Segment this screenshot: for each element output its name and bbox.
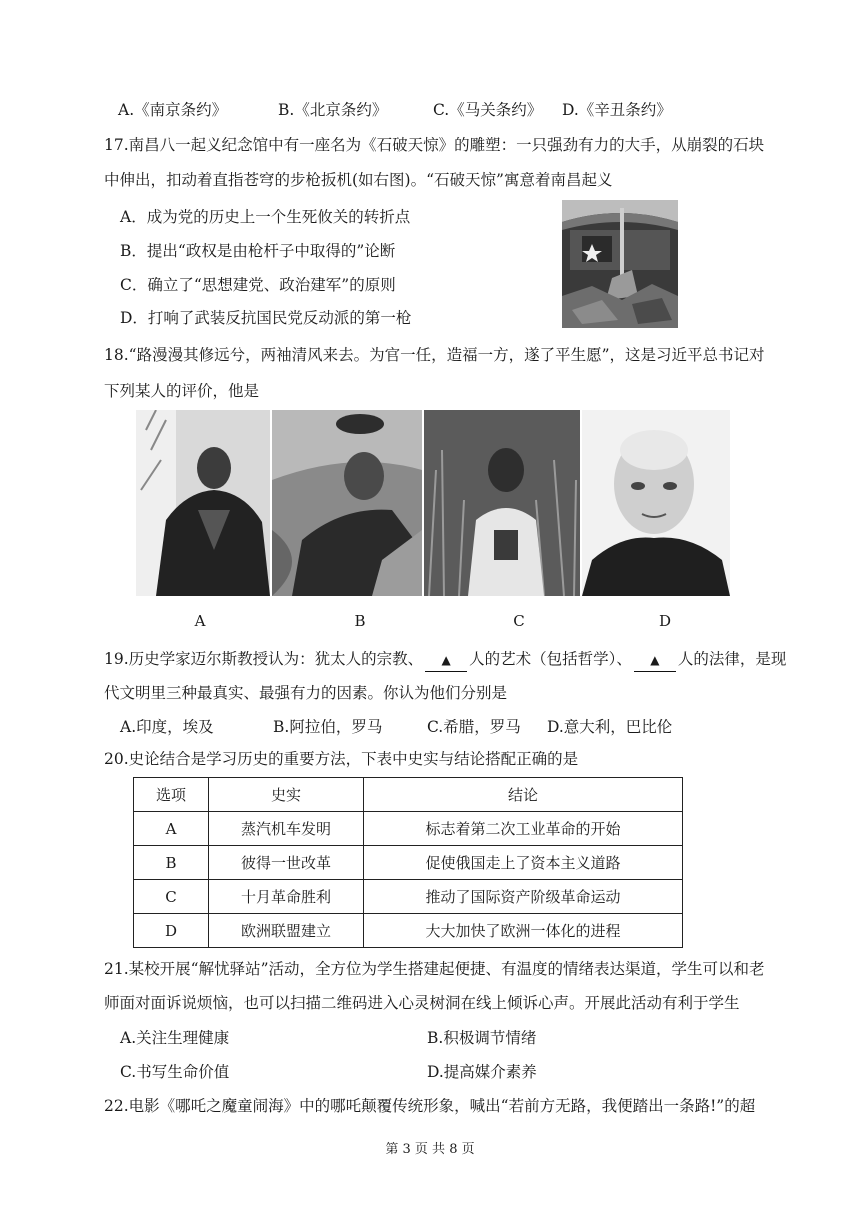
q19-text-part3: 人的法律，是现 xyxy=(677,650,787,668)
q19-option-c: C.希腊，罗马 xyxy=(427,718,521,736)
q16-option-c: C.《马关条约》 xyxy=(433,101,543,119)
table-cell: 欧洲联盟建立 xyxy=(209,914,364,948)
table-row xyxy=(134,846,683,880)
table-cell: 蒸汽机车发明 xyxy=(209,812,364,846)
history-table xyxy=(133,777,683,948)
table-header-row xyxy=(134,778,683,812)
triangle-icon: ▲ xyxy=(650,653,660,667)
q16-option-b: B.《北京条约》 xyxy=(278,101,388,119)
table-cell: 促使俄国走上了资本主义道路 xyxy=(364,846,683,880)
q17-option-c: C．确立了“思想建党、政治建军”的原则 xyxy=(120,276,396,294)
caption-c: C xyxy=(513,612,525,630)
caption-a: A xyxy=(194,612,206,630)
blank-2 xyxy=(634,648,676,672)
table-cell: 标志着第二次工业革命的开始 xyxy=(364,812,683,846)
table-row xyxy=(134,914,683,948)
q19-option-d: D.意大利，巴比伦 xyxy=(547,718,673,736)
q17-option-a: A．成为党的历史上一个生死攸关的转折点 xyxy=(120,208,411,226)
q19-option-b: B.阿拉伯，罗马 xyxy=(273,718,383,736)
table-cell: 十月革命胜利 xyxy=(209,880,364,914)
q21-stem-line2: 师面对面诉说烦恼，也可以扫描二维码进入心灵树洞在线上倾诉心声。开展此活动有利于学生 xyxy=(104,994,740,1012)
table-cell: B xyxy=(134,846,209,880)
q17-stem-line2: 中伸出，扣动着直指苍穹的步枪扳机(如右图)。“石破天惊”寓意着南昌起义 xyxy=(104,171,613,189)
table-cell: C xyxy=(134,880,209,914)
q21-option-c: C.书写生命价值 xyxy=(120,1063,230,1081)
portrait-photo-a xyxy=(136,410,270,596)
sculpture-photo xyxy=(562,200,678,328)
table-cell: 彼得一世改革 xyxy=(209,846,364,880)
q16-option-d: D.《辛丑条约》 xyxy=(562,101,672,119)
table-header: 结论 xyxy=(364,778,683,812)
table-cell: D xyxy=(134,914,209,948)
q22-stem-line1: 22.电影《哪吒之魔童闹海》中的哪吒颠覆传统形象，喊出“若前方无路，我便踏出一条路!”的超 xyxy=(104,1097,756,1115)
portrait-photo-d xyxy=(582,410,730,596)
portrait-photo-b xyxy=(272,410,422,596)
caption-b: B xyxy=(354,612,366,630)
q21-stem-line1: 21.某校开展“解忧驿站”活动，全方位为学生搭建起便捷、有温度的情绪表达渠道，学生可以和老 xyxy=(104,960,765,978)
q19-text-part1: 19.历史学家迈尔斯教授认为：犹太人的宗教、 xyxy=(104,650,424,668)
q19-text-part2: 人的艺术（包括哲学）、 xyxy=(469,650,632,668)
q18-stem-line1: 18.“路漫漫其修远兮，两袖清风来去。为官一任，造福一方，遂了平生愿”，这是习近平总书记对 xyxy=(104,346,765,364)
q21-option-b: B.积极调节情绪 xyxy=(427,1029,537,1047)
table-row xyxy=(134,880,683,914)
table-header: 史实 xyxy=(209,778,364,812)
table-cell: A xyxy=(134,812,209,846)
q17-option-d: D．打响了武装反抗国民党反动派的第一枪 xyxy=(120,309,412,327)
portrait-photo-c xyxy=(424,410,580,596)
q19-stem-line1 xyxy=(104,648,786,672)
blank-1 xyxy=(425,648,467,672)
page-footer: 第 3 页 共 8 页 xyxy=(385,1142,475,1157)
table-header: 选项 xyxy=(134,778,209,812)
q17-stem-line1: 17.南昌八一起义纪念馆中有一座名为《石破天惊》的雕塑：一只强劲有力的大手，从崩裂的石块 xyxy=(104,136,765,154)
q18-stem-line2: 下列某人的评价，他是 xyxy=(104,382,260,400)
q19-stem-line2: 代文明里三种最真实、最强有力的因素。你认为他们分别是 xyxy=(104,684,508,702)
q20-stem: 20.史论结合是学习历史的重要方法，下表中史实与结论搭配正确的是 xyxy=(104,750,579,768)
q21-option-d: D.提高媒介素养 xyxy=(427,1063,537,1081)
q21-option-a: A.关注生理健康 xyxy=(120,1029,230,1047)
q16-option-a: A.《南京条约》 xyxy=(118,101,228,119)
table-cell: 大大加快了欧洲一体化的进程 xyxy=(364,914,683,948)
q19-option-a: A.印度，埃及 xyxy=(120,718,214,736)
q17-option-b: B．提出“政权是由枪杆子中取得的”论断 xyxy=(120,242,396,260)
caption-d: D xyxy=(658,612,672,630)
table-row xyxy=(134,812,683,846)
table-cell: 推动了国际资产阶级革命运动 xyxy=(364,880,683,914)
triangle-icon: ▲ xyxy=(441,653,451,667)
